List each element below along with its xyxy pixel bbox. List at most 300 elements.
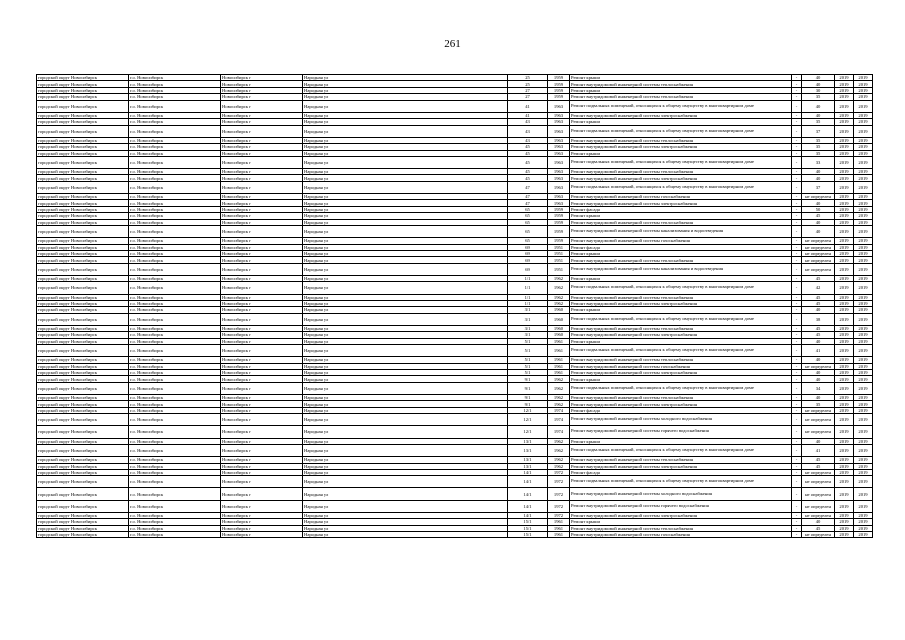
house-cell: 43 (508, 125, 548, 137)
city-cell: Новосибирск г (221, 250, 303, 256)
year-cell: 1962 (548, 300, 570, 306)
year-end-cell: 2019 (854, 488, 873, 500)
municipality-cell: городской округ Новосибирск (37, 75, 129, 81)
work-type-cell: Ремонт фасада (570, 206, 792, 212)
city-cell: Новосибирск г (221, 345, 303, 357)
year-end-cell: 2019 (854, 500, 873, 512)
works-table (36, 74, 873, 538)
city-cell: Новосибирск г (221, 169, 303, 175)
year-cell: 1962 (548, 438, 570, 444)
municipality-cell: городской округ Новосибирск (37, 525, 129, 531)
year-end-cell: 2019 (854, 444, 873, 456)
municipality-cell: городской округ Новосибирск (37, 370, 129, 376)
house-cell: 65 (508, 226, 548, 238)
city-cell: Новосибирск г (221, 125, 303, 137)
street-cell: Народная ул (303, 488, 508, 500)
year-end-cell: 2019 (854, 100, 873, 112)
city-cell: Новосибирск г (221, 194, 303, 200)
year-cell: 1961 (548, 532, 570, 538)
locality-short-cell: г.о. Новосибирск (129, 394, 221, 400)
year-end-cell: 2019 (854, 512, 873, 518)
street-cell: Народная ул (303, 401, 508, 407)
municipality-cell: городской округ Новосибирск (37, 463, 129, 469)
year-start-cell: 2019 (835, 175, 854, 181)
table-body (37, 75, 873, 538)
dash-cell: - (792, 357, 802, 363)
dash-cell: - (792, 463, 802, 469)
year-start-cell: 2019 (835, 125, 854, 137)
year-cell: 1951 (548, 257, 570, 263)
street-cell: Народная ул (303, 512, 508, 518)
table-row (37, 181, 873, 193)
year-start-cell: 2019 (835, 414, 854, 426)
year-start-cell: 2019 (835, 226, 854, 238)
year-start-cell: 2019 (835, 519, 854, 525)
street-cell: Народная ул (303, 532, 508, 538)
street-cell: Народная ул (303, 100, 508, 112)
city-cell: Новосибирск г (221, 463, 303, 469)
locality-short-cell: г.о. Новосибирск (129, 119, 221, 125)
street-cell: Народная ул (303, 469, 508, 475)
locality-short-cell: г.о. Новосибирск (129, 414, 221, 426)
house-cell: 3/1 (508, 325, 548, 331)
year-end-cell: 2019 (854, 81, 873, 87)
street-cell: Народная ул (303, 137, 508, 143)
house-cell: 14/1 (508, 476, 548, 488)
dash-cell: - (792, 426, 802, 438)
city-cell: Новосибирск г (221, 257, 303, 263)
municipality-cell: городской округ Новосибирск (37, 282, 129, 294)
year-start-cell: 2019 (835, 282, 854, 294)
municipality-cell: городской округ Новосибирск (37, 512, 129, 518)
municipality-cell: городской округ Новосибирск (37, 175, 129, 181)
value-cell: 40 (802, 75, 835, 81)
dash-cell: - (792, 112, 802, 118)
year-cell: 1963 (548, 100, 570, 112)
year-start-cell: 2019 (835, 438, 854, 444)
locality-short-cell: г.о. Новосибирск (129, 213, 221, 219)
street-cell: Народная ул (303, 426, 508, 438)
house-cell: 5/1 (508, 363, 548, 369)
dash-cell: - (792, 156, 802, 168)
year-start-cell: 2019 (835, 476, 854, 488)
house-cell: 14/1 (508, 469, 548, 475)
work-type-cell: Ремонт крыши (570, 307, 792, 313)
house-cell: 69 (508, 244, 548, 250)
dash-cell: - (792, 414, 802, 426)
street-cell: Народная ул (303, 300, 508, 306)
city-cell: Новосибирск г (221, 137, 303, 143)
value-cell: не определен (802, 407, 835, 413)
year-start-cell: 2019 (835, 94, 854, 100)
year-cell: 1963 (548, 144, 570, 150)
city-cell: Новосибирск г (221, 407, 303, 413)
city-cell: Новосибирск г (221, 512, 303, 518)
year-cell: 1963 (548, 150, 570, 156)
year-cell: 1974 (548, 414, 570, 426)
table-row (37, 263, 873, 275)
dash-cell: - (792, 370, 802, 376)
street-cell: Народная ул (303, 175, 508, 181)
value-cell: 33 (802, 156, 835, 168)
year-cell: 1951 (548, 263, 570, 275)
house-cell: 47 (508, 181, 548, 193)
city-cell: Новосибирск г (221, 75, 303, 81)
city-cell: Новосибирск г (221, 213, 303, 219)
value-cell: 40 (802, 219, 835, 225)
municipality-cell: городской округ Новосибирск (37, 181, 129, 193)
year-start-cell: 2019 (835, 206, 854, 212)
street-cell: Народная ул (303, 282, 508, 294)
city-cell: Новосибирск г (221, 275, 303, 281)
municipality-cell: городской округ Новосибирск (37, 194, 129, 200)
year-end-cell: 2019 (854, 144, 873, 150)
work-type-cell: Ремонт крыши (570, 119, 792, 125)
year-start-cell: 2019 (835, 463, 854, 469)
house-cell: 15/1 (508, 519, 548, 525)
year-end-cell: 2019 (854, 282, 873, 294)
locality-short-cell: г.о. Новосибирск (129, 438, 221, 444)
house-cell: 69 (508, 257, 548, 263)
locality-short-cell: г.о. Новосибирск (129, 156, 221, 168)
year-cell: 1961 (548, 519, 570, 525)
house-cell: 27 (508, 87, 548, 93)
municipality-cell: городской округ Новосибирск (37, 332, 129, 338)
value-cell: не определен (802, 414, 835, 426)
locality-short-cell: г.о. Новосибирск (129, 282, 221, 294)
municipality-cell: городской округ Новосибирск (37, 357, 129, 363)
year-end-cell: 2019 (854, 257, 873, 263)
city-cell: Новосибирск г (221, 313, 303, 325)
locality-short-cell: г.о. Новосибирск (129, 244, 221, 250)
year-end-cell: 2019 (854, 438, 873, 444)
house-cell: 5/1 (508, 345, 548, 357)
year-end-cell: 2019 (854, 313, 873, 325)
locality-short-cell: г.о. Новосибирск (129, 407, 221, 413)
locality-short-cell: г.о. Новосибирск (129, 275, 221, 281)
value-cell: 40 (802, 200, 835, 206)
year-cell: 1962 (548, 275, 570, 281)
year-start-cell: 2019 (835, 338, 854, 344)
value-cell: не определен (802, 250, 835, 256)
city-cell: Новосибирск г (221, 357, 303, 363)
year-end-cell: 2019 (854, 156, 873, 168)
street-cell: Народная ул (303, 370, 508, 376)
year-end-cell: 2019 (854, 401, 873, 407)
value-cell: не определен (802, 263, 835, 275)
year-cell: 1963 (548, 125, 570, 137)
street-cell: Народная ул (303, 156, 508, 168)
city-cell: Новосибирск г (221, 488, 303, 500)
locality-short-cell: г.о. Новосибирск (129, 194, 221, 200)
dash-cell: - (792, 137, 802, 143)
municipality-cell: городской округ Новосибирск (37, 488, 129, 500)
year-cell: 1961 (548, 525, 570, 531)
value-cell: 40 (802, 100, 835, 112)
year-end-cell: 2019 (854, 87, 873, 93)
work-type-cell: Ремонт внутридомовой инженерной системы электроснабжения (570, 112, 792, 118)
street-cell: Народная ул (303, 294, 508, 300)
city-cell: Новосибирск г (221, 469, 303, 475)
value-cell: 40 (802, 370, 835, 376)
value-cell: 35 (802, 137, 835, 143)
year-start-cell: 2019 (835, 325, 854, 331)
year-start-cell: 2019 (835, 525, 854, 531)
locality-short-cell: г.о. Новосибирск (129, 457, 221, 463)
city-cell: Новосибирск г (221, 238, 303, 244)
street-cell: Народная ул (303, 87, 508, 93)
dash-cell: - (792, 325, 802, 331)
city-cell: Новосибирск г (221, 500, 303, 512)
table-row (37, 100, 873, 112)
house-cell: 45 (508, 144, 548, 150)
year-start-cell: 2019 (835, 532, 854, 538)
work-type-cell: Ремонт подвальных помещений, относящихся к общему имуществу в многоквартирном доме (570, 282, 792, 294)
house-cell: 43 (508, 137, 548, 143)
city-cell: Новосибирск г (221, 376, 303, 382)
value-cell: не определен (802, 500, 835, 512)
year-start-cell: 2019 (835, 200, 854, 206)
locality-short-cell: г.о. Новосибирск (129, 226, 221, 238)
locality-short-cell: г.о. Новосибирск (129, 94, 221, 100)
city-cell: Новосибирск г (221, 370, 303, 376)
year-cell: 1972 (548, 476, 570, 488)
municipality-cell: городской округ Новосибирск (37, 156, 129, 168)
locality-short-cell: г.о. Новосибирск (129, 382, 221, 394)
municipality-cell: городской округ Новосибирск (37, 219, 129, 225)
value-cell: 40 (802, 438, 835, 444)
year-start-cell: 2019 (835, 382, 854, 394)
value-cell: 40 (802, 376, 835, 382)
municipality-cell: городской округ Новосибирск (37, 169, 129, 175)
year-end-cell: 2019 (854, 338, 873, 344)
work-type-cell: Ремонт подвальных помещений, относящихся к общему имуществу в многоквартирном доме (570, 345, 792, 357)
dash-cell: - (792, 213, 802, 219)
year-end-cell: 2019 (854, 94, 873, 100)
house-cell: 65 (508, 238, 548, 244)
house-cell: 65 (508, 219, 548, 225)
work-type-cell: Ремонт внутридомовой инженерной системы канализования и водоотведения (570, 226, 792, 238)
year-start-cell: 2019 (835, 512, 854, 518)
municipality-cell: городской округ Новосибирск (37, 307, 129, 313)
year-end-cell: 2019 (854, 250, 873, 256)
street-cell: Народная ул (303, 376, 508, 382)
dash-cell: - (792, 476, 802, 488)
municipality-cell: городской округ Новосибирск (37, 532, 129, 538)
work-type-cell: Ремонт внутридомовой инженерной системы электроснабжения (570, 300, 792, 306)
year-cell: 1959 (548, 206, 570, 212)
municipality-cell: городской округ Новосибирск (37, 300, 129, 306)
work-type-cell: Ремонт внутридомовой инженерной системы электроснабжения (570, 512, 792, 518)
street-cell: Народная ул (303, 444, 508, 456)
house-cell: 3/1 (508, 332, 548, 338)
street-cell: Народная ул (303, 407, 508, 413)
house-cell: 15/1 (508, 525, 548, 531)
municipality-cell: городской округ Новосибирск (37, 438, 129, 444)
year-cell: 1959 (548, 75, 570, 81)
year-end-cell: 2019 (854, 219, 873, 225)
value-cell: 40 (802, 226, 835, 238)
year-cell: 1959 (548, 226, 570, 238)
value-cell: 41 (802, 345, 835, 357)
work-type-cell: Ремонт крыши (570, 438, 792, 444)
house-cell: 9/1 (508, 376, 548, 382)
dash-cell: - (792, 100, 802, 112)
year-end-cell: 2019 (854, 169, 873, 175)
locality-short-cell: г.о. Новосибирск (129, 532, 221, 538)
year-start-cell: 2019 (835, 263, 854, 275)
value-cell: 35 (802, 401, 835, 407)
year-start-cell: 2019 (835, 150, 854, 156)
locality-short-cell: г.о. Новосибирск (129, 300, 221, 306)
year-start-cell: 2019 (835, 257, 854, 263)
city-cell: Новосибирск г (221, 206, 303, 212)
year-start-cell: 2019 (835, 407, 854, 413)
street-cell: Народная ул (303, 519, 508, 525)
city-cell: Новосибирск г (221, 144, 303, 150)
year-cell: 1960 (548, 313, 570, 325)
work-type-cell: Ремонт фасада (570, 407, 792, 413)
municipality-cell: городской округ Новосибирск (37, 238, 129, 244)
value-cell: 40 (802, 81, 835, 87)
work-type-cell: Ремонт подвальных помещений, относящихся к общему имуществу в многоквартирном доме (570, 313, 792, 325)
year-end-cell: 2019 (854, 119, 873, 125)
dash-cell: - (792, 81, 802, 87)
locality-short-cell: г.о. Новосибирск (129, 100, 221, 112)
city-cell: Новосибирск г (221, 94, 303, 100)
street-cell: Народная ул (303, 332, 508, 338)
locality-short-cell: г.о. Новосибирск (129, 313, 221, 325)
dash-cell: - (792, 376, 802, 382)
street-cell: Народная ул (303, 382, 508, 394)
year-cell: 1959 (548, 94, 570, 100)
work-type-cell: Ремонт внутридомовой инженерной системы электроснабжения (570, 463, 792, 469)
municipality-cell: городской округ Новосибирск (37, 137, 129, 143)
dash-cell: - (792, 338, 802, 344)
locality-short-cell: г.о. Новосибирск (129, 488, 221, 500)
street-cell: Народная ул (303, 150, 508, 156)
year-cell: 1972 (548, 512, 570, 518)
value-cell: 45 (802, 213, 835, 219)
city-cell: Новосибирск г (221, 532, 303, 538)
work-type-cell: Ремонт внутридомовой инженерной системы газоснабжения (570, 238, 792, 244)
city-cell: Новосибирск г (221, 156, 303, 168)
year-start-cell: 2019 (835, 181, 854, 193)
work-type-cell: Ремонт внутридомовой инженерной системы электроснабжения (570, 200, 792, 206)
value-cell: 50 (802, 206, 835, 212)
dash-cell: - (792, 219, 802, 225)
house-cell: 1/1 (508, 294, 548, 300)
street-cell: Народная ул (303, 307, 508, 313)
house-cell: 9/1 (508, 394, 548, 400)
locality-short-cell: г.о. Новосибирск (129, 175, 221, 181)
year-end-cell: 2019 (854, 125, 873, 137)
work-type-cell: Ремонт внутридомовой инженерной системы теплоснабжения (570, 394, 792, 400)
street-cell: Народная ул (303, 75, 508, 81)
table-row (37, 226, 873, 238)
value-cell: 40 (802, 169, 835, 175)
street-cell: Народная ул (303, 200, 508, 206)
locality-short-cell: г.о. Новосибирск (129, 206, 221, 212)
street-cell: Народная ул (303, 94, 508, 100)
year-cell: 1972 (548, 488, 570, 500)
value-cell: 37 (802, 181, 835, 193)
value-cell: 41 (802, 444, 835, 456)
value-cell: не определен (802, 363, 835, 369)
work-type-cell: Ремонт крыши (570, 376, 792, 382)
locality-short-cell: г.о. Новосибирск (129, 469, 221, 475)
house-cell: 5/1 (508, 338, 548, 344)
house-cell: 13/1 (508, 444, 548, 456)
year-start-cell: 2019 (835, 219, 854, 225)
year-start-cell: 2019 (835, 488, 854, 500)
year-start-cell: 2019 (835, 401, 854, 407)
value-cell: 45 (802, 457, 835, 463)
house-cell: 41 (508, 100, 548, 112)
house-cell: 25 (508, 81, 548, 87)
dash-cell: - (792, 457, 802, 463)
locality-short-cell: г.о. Новосибирск (129, 444, 221, 456)
year-end-cell: 2019 (854, 238, 873, 244)
value-cell: 35 (802, 119, 835, 125)
year-end-cell: 2019 (854, 525, 873, 531)
value-cell: 42 (802, 282, 835, 294)
house-cell: 43 (508, 119, 548, 125)
work-type-cell: Ремонт подвальных помещений, относящихся к общему имуществу в многоквартирном доме (570, 444, 792, 456)
municipality-cell: городской округ Новосибирск (37, 250, 129, 256)
locality-short-cell: г.о. Новосибирск (129, 200, 221, 206)
dash-cell: - (792, 282, 802, 294)
year-start-cell: 2019 (835, 444, 854, 456)
year-start-cell: 2019 (835, 100, 854, 112)
dash-cell: - (792, 125, 802, 137)
year-cell: 1960 (548, 332, 570, 338)
municipality-cell: городской округ Новосибирск (37, 345, 129, 357)
year-end-cell: 2019 (854, 357, 873, 363)
city-cell: Новосибирск г (221, 307, 303, 313)
year-cell: 1959 (548, 87, 570, 93)
year-start-cell: 2019 (835, 156, 854, 168)
locality-short-cell: г.о. Новосибирск (129, 75, 221, 81)
street-cell: Народная ул (303, 325, 508, 331)
year-cell: 1963 (548, 175, 570, 181)
municipality-cell: городской округ Новосибирск (37, 206, 129, 212)
year-end-cell: 2019 (854, 414, 873, 426)
year-end-cell: 2019 (854, 463, 873, 469)
year-cell: 1959 (548, 81, 570, 87)
year-end-cell: 2019 (854, 263, 873, 275)
house-cell: 41 (508, 112, 548, 118)
dash-cell: - (792, 144, 802, 150)
city-cell: Новосибирск г (221, 150, 303, 156)
municipality-cell: городской округ Новосибирск (37, 200, 129, 206)
value-cell: 30 (802, 87, 835, 93)
year-cell: 1960 (548, 325, 570, 331)
dash-cell: - (792, 181, 802, 193)
municipality-cell: городской округ Новосибирск (37, 457, 129, 463)
work-type-cell: Ремонт внутридомовой инженерной системы холодного водоснабжения (570, 414, 792, 426)
year-cell: 1962 (548, 457, 570, 463)
dash-cell: - (792, 206, 802, 212)
street-cell: Народная ул (303, 238, 508, 244)
work-type-cell: Ремонт внутридомовой инженерной системы электроснабжения (570, 401, 792, 407)
year-start-cell: 2019 (835, 244, 854, 250)
municipality-cell: городской округ Новосибирск (37, 394, 129, 400)
work-type-cell: Ремонт внутридомовой инженерной системы теплоснабжения (570, 257, 792, 263)
table-row (37, 414, 873, 426)
year-start-cell: 2019 (835, 394, 854, 400)
city-cell: Новосибирск г (221, 363, 303, 369)
